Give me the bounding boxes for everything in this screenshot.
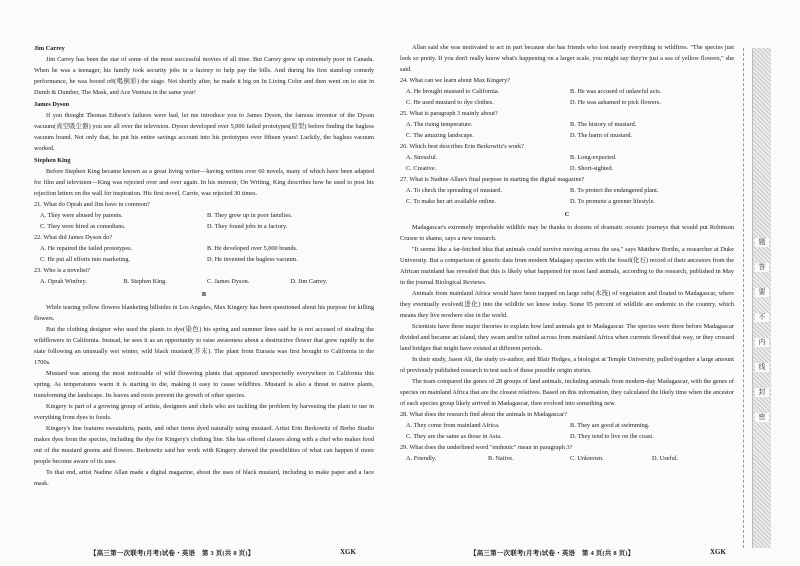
q21-option-d: D. They found jobs in a factory.: [207, 223, 288, 230]
right-page-code: XGK: [710, 548, 726, 556]
q24-option-b: B. He was accused of unlawful acts.: [570, 88, 662, 95]
q26-option-d: D. Short-sighted.: [570, 165, 614, 172]
strip-char-5: 内: [755, 338, 769, 347]
right-page-footer: 【高三第一次联考(月考)试卷・英语 第 4 页(共 8 页)】: [470, 550, 635, 557]
paragraph-b2: But the clothing designer who used the plants to dye(染色) his spring and summer lines said he is not accused of stealing the wildflowers in California. Instead, he sees it as an opportunity to raise awareness about a destructive flower that grew rapidly in the state following an unusually wet winter, wild black mustard(芥末). The plant from Eurasia was first brought to California in the 1700s.: [34, 326, 374, 366]
q29-option-d: D. Useful.: [652, 455, 679, 462]
paragraph-james-dyson: If you thought Thomas Edison's failures were bad, let me introduce you to James Dyson, the famous inventor of the Dyson vacuum(真空吸尘器) you see all over the television. Dyson developed over 5,000 failed prototypes(原型) before finding the bagless vacuum brand. Not only that, he put his entire savings account into his prototypes over fifteen years! Luckily, the bagless vacuum worked.: [34, 112, 374, 152]
q25-option-d: D. The harm of mustard.: [570, 132, 633, 139]
q28-option-b: B. They are good at swimming.: [570, 422, 650, 429]
q24-options-row2: [400, 97, 734, 108]
q28-option-a: A. They come from mainland Africa.: [406, 422, 500, 429]
q28-option-c: C. They are the same as those in Asia.: [406, 433, 502, 440]
left-page: [34, 42, 374, 489]
heading-jim-carrey: Jim Carrey: [34, 45, 65, 52]
q22-option-c: C. He put all efforts into marketing.: [40, 256, 131, 263]
paragraph-stephen-king: Before Stephen King became known as a great living writer—having written over 60 novels, many of which have been adapted for film and television—King was rejected over and over again. In his memoir, On Writing, King describes how he used to post his rejection letters on the wall for inspiration. His first novel, Carrie, was rejected 30 times.: [34, 168, 374, 197]
paragraph-c3: Animals from mainland Africa would have been trapped on large rafts(木筏) of vegetation and floated to Madagascar, where they eventually evolved(进化) into the wildlife we know today. Some 95 percent of wildlife are endemic to the country, which means they live nowhere else in the world.: [400, 290, 734, 319]
question-21: 21. What do Oprah and Jim have in common?: [34, 201, 150, 208]
question-24: 24. What can we learn about Max Kingery?: [400, 77, 511, 84]
q26-option-b: B. Long-expected.: [570, 154, 617, 161]
paragraph-c4: Scientists have three major theories to explain how land animals got to Madagascar. The species were there before Madagascar divided and became an island, they swam and/or rafted across from mainland Africa when currents flowed that way, or they crossed land bridges that might have existed at different periods.: [400, 323, 734, 352]
q24-option-c: C. He used mustard to dye clothes.: [406, 99, 494, 106]
q29-option-b: B. Native.: [488, 455, 514, 462]
left-page-code: XGK: [340, 548, 356, 556]
paragraph-c5: In their study, Jason Ali, the study co-author, and Blair Hedges, a biologist at Temple University, pulled together a large amount of previously published research to test each of these possible origin stories.: [400, 356, 734, 374]
strip-char-4: 不: [755, 313, 769, 322]
strip-char-2: 答: [755, 263, 769, 272]
q26-options-row2: [400, 163, 734, 174]
q24-options-row1: [400, 86, 734, 97]
question-25: 25. What is paragraph 3 mainly about?: [400, 110, 498, 117]
q29-option-c: C. Unknown.: [570, 455, 604, 462]
strip-char-1: 题: [755, 238, 769, 247]
q25-option-c: C. The amazing landscape.: [406, 132, 474, 139]
q27-options-row2: [400, 196, 734, 207]
section-b-heading: B: [201, 291, 207, 298]
left-page-footer: 【高三第一次联考(月考)试卷・英语 第 3 页(共 8 页)】: [90, 550, 255, 557]
q26-options-row1: [400, 152, 734, 163]
paragraph-b5: Kingery's line features sweatshirts, pants, and other items dyed naturally using mustard. Artist Erin Berkowitz of Berbo Studio makes dyes from the species, including the dye for Kingery's clothing line. She has offered classes along with a chef who makes food out of the mustard greens and flowers. Berkowitz said her work with Kingery showed the possibilities of what can happen if more people become aware of its uses.: [34, 425, 374, 465]
q23-option-c: C. James Dyson.: [207, 278, 250, 285]
question-23: 23. Who is a novelist?: [34, 267, 91, 274]
q24-option-d: D. He was ashamed to pick flowers.: [570, 99, 661, 106]
question-22: 22. What did James Dyson do?: [34, 234, 113, 241]
q21-options-row2: [34, 221, 374, 232]
q21-options-row1: [34, 210, 374, 221]
q23-option-d: D. Jim Carrey.: [290, 278, 328, 285]
q21-option-a: A. They were abused by parents.: [40, 212, 123, 219]
section-c-heading: C: [564, 211, 570, 218]
paragraph-b1: While tearing yellow flowers blanketing hillsides in Los Angeles, Max Kingery has been questioned about his purpose for killing flowers.: [34, 304, 374, 322]
q23-option-a: A. Oprah Winfrey.: [40, 278, 87, 285]
question-27: 27. What is Nadine Allan's final purpose in starting the digital magazine?: [400, 176, 585, 183]
q27-option-b: B. To protect the endangered plant.: [570, 187, 659, 194]
q22-option-d: D. He invented the bagless vacuum.: [207, 256, 298, 263]
heading-stephen-king: Stephen King: [34, 157, 71, 164]
question-26: 26. Which best describes Erin Berkowitz's work?: [400, 143, 524, 150]
q26-option-a: A. Stressful.: [406, 154, 438, 161]
q23-options: [34, 276, 374, 287]
q22-option-a: A. He repaired the failed prototypes.: [40, 245, 133, 252]
q22-option-b: B. He developed over 5,000 brands.: [207, 245, 298, 252]
q25-option-b: B. The history of mustard.: [570, 121, 637, 128]
q21-option-b: B. They grew up in poor families.: [207, 212, 293, 219]
paragraph-c2: "It seems like a far-fetched idea that animals could survive moving across the sea," says Matthew Borths, a researcher at Duke University. But a comparison of genetic data from modern Malagasy species with the fossil(化石) record of their ancestors from the African mainland has revealed that this is likely what happened for most land animals, according to the research, published in May in the journal Biological Reviews.: [400, 246, 734, 286]
q22-options-row2: [34, 254, 374, 265]
q28-options-row1: [400, 420, 734, 431]
q24-option-a: A. He brought mustard to California.: [406, 88, 500, 95]
paragraph-allan: Allan said she was motivated to act in part because she has friends who lost nearly everything to wildfires. "The species just look so pretty. If you don't really know what's happening on a larger scale, you might say they're just a sea of yellow flowers," she said.: [400, 44, 734, 73]
q25-options-row1: [400, 119, 734, 130]
q29-options: [400, 453, 734, 464]
paragraph-c1: Madagascar's extremely improbable wildlife may be thanks to dozens of dramatic oceanic journeys that would put Robinson Crusoe to shame, says a new research.: [400, 224, 734, 242]
question-28: 28. What does the research find about the animals in Madagascar?: [400, 411, 567, 418]
right-page: [400, 42, 734, 464]
q22-options-row1: [34, 243, 374, 254]
q21-option-c: C. They were hired as comedians.: [40, 223, 126, 230]
strip-char-8: 密: [755, 413, 769, 422]
binding-dashed-line: [743, 48, 744, 548]
q28-option-d: D. They tend to live on the coast.: [570, 433, 654, 440]
strip-char-3: 要: [755, 288, 769, 297]
strip-char-6: 线: [755, 363, 769, 372]
paragraph-b4: Kingery is part of a growing group of artists, designers and chefs who are tackling the problem by harvesting the plant to use in everything from dyes to foods.: [34, 403, 374, 421]
paragraph-c6: The team compared the genes of 28 groups of land animals, including animals from modern-day Madagascar, with the genes of species on mainland Africa that are the closest relatives. Based on this information, they calculated the likely time when the ancestor of each species group likely arrived in Madagascar, then evolved into something new.: [400, 378, 734, 407]
heading-james-dyson: James Dyson: [34, 101, 70, 108]
q23-option-b: B. Stephen King.: [123, 278, 167, 285]
q26-option-c: C. Creative.: [406, 165, 437, 172]
q29-option-a: A. Friendly.: [406, 455, 437, 462]
q27-option-c: C. To make her art available online.: [406, 198, 497, 205]
q27-options-row1: [400, 185, 734, 196]
paragraph-b6: To that end, artist Nadine Allan made a digital magazine, about the uses of black mustard, including to make paper and a face mask.: [34, 469, 374, 487]
question-29: 29. What does the underlined word "endemic" mean in paragraph 3?: [400, 444, 573, 451]
paragraph-jim-carrey: Jim Carrey has been the star of some of the most successful movies of all time. But Carrey grew up extremely poor in Canada. When he was a teenager, his family took security jobs in a factory to help pay the bills. And during his first stand-up comedy performance, he was booed off(喝倒彩) the stage. Not shortly after, he made it big on In Living Color and then went on to star in Dumb & Dumber, The Mask, and Ace Ventura in the same year!: [34, 56, 374, 96]
q28-options-row2: [400, 431, 734, 442]
strip-char-7: 封: [755, 388, 769, 397]
q27-option-d: D. To promote a greener lifestyle.: [570, 198, 655, 205]
paragraph-b3: Mustard was among the most noticeable of wild flowering plants that appeared unexpectedly everywhere in California this spring. As temperatures warm it is starting to die, making it easy to cause wildfires. Mustard is also a threat to native plants, transforming the landscape. Its leaves and roots prevent the growth of other species.: [34, 370, 374, 399]
q25-options-row2: [400, 130, 734, 141]
q27-option-a: A. To check the spreading of mustard.: [406, 187, 502, 194]
binding-strip: [752, 48, 771, 548]
q25-option-a: A. The rising temperature.: [406, 121, 473, 128]
